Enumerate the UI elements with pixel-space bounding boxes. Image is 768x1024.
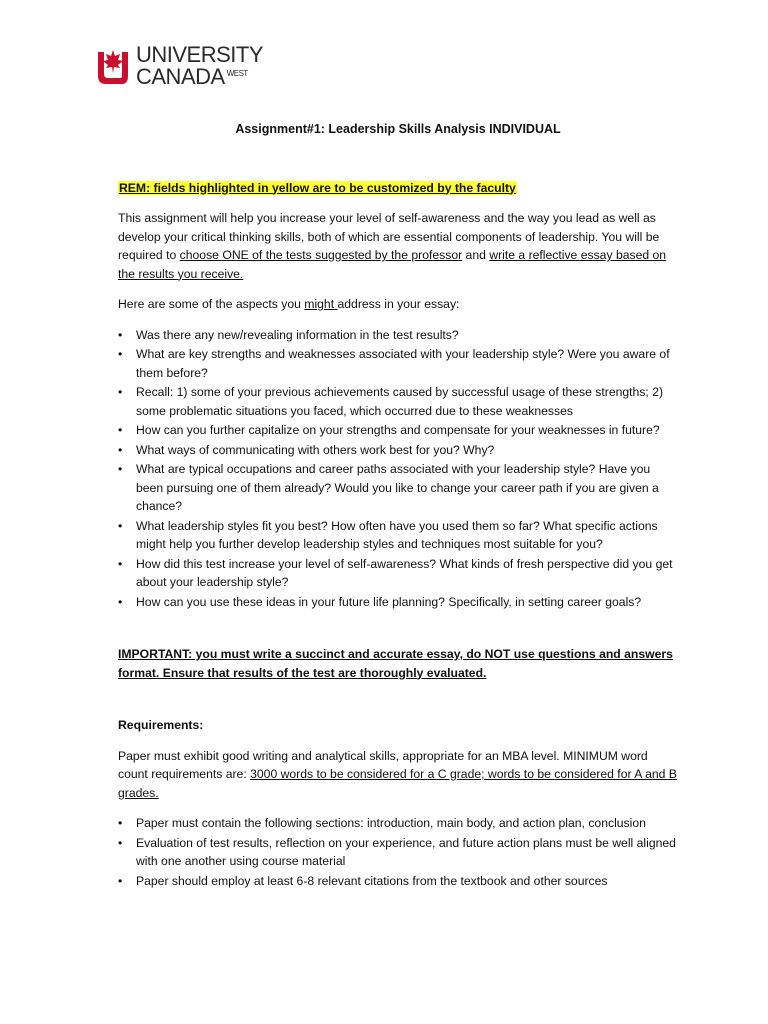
intro-underlined-1: choose ONE of the tests suggested by the professor bbox=[179, 248, 463, 262]
logo-wordmark bbox=[136, 44, 263, 88]
aspects-text-1: Here are some of the aspects you bbox=[118, 297, 305, 311]
spacer bbox=[118, 694, 678, 716]
rem-note: REM: fields highlighted in yellow are to be customized by the faculty bbox=[119, 180, 516, 195]
maple-leaf-icon bbox=[96, 46, 130, 86]
list-item: • Paper must contain the following sections: introduction, main body, and action plan, conclusion bbox=[136, 814, 678, 833]
list-item: • Paper should employ at least 6-8 relevant citations from the textbook and other sources bbox=[136, 872, 678, 891]
intro-underlined-2: write a reflective essay based on the results you receive. bbox=[118, 248, 667, 281]
logo-line2 bbox=[136, 64, 248, 89]
university-logo bbox=[96, 44, 263, 88]
questions-list bbox=[118, 326, 678, 612]
important-note: IMPORTANT: you must write a succinct and accurate essay, do NOT use questions and answers format. Ensure that results of the test are thoroughly evaluated. bbox=[118, 647, 673, 680]
list-item: • Evaluation of test results, reflection on your experience, and future action plans must be well aligned with one another using course material bbox=[136, 834, 678, 871]
intro-text-1: This assignment will help you increase your level of self-awareness and the way you lead as well as develop your critical thinking skills, both of which are essential components of leadership. You will be required to bbox=[118, 211, 660, 262]
requirements-paragraph bbox=[118, 747, 678, 803]
list-item: • What leadership styles fit you best? How often have you used them so far? What specific actions might help you further develop leadership styles and techniques most suitable for you? bbox=[136, 517, 678, 554]
list-item: • How can you use these ideas in your future life planning? Specifically, in setting career goals? bbox=[136, 593, 678, 612]
important-paragraph bbox=[118, 645, 678, 682]
list-item: • What are key strengths and weaknesses associated with your leadership style? Were you aware of them before? bbox=[136, 345, 678, 382]
spacer bbox=[118, 623, 678, 645]
document-body bbox=[118, 120, 678, 902]
logo-line2-text: CANADA bbox=[136, 64, 225, 89]
aspects-paragraph bbox=[118, 295, 678, 314]
requirements-text: Paper must exhibit good writing and analytical skills, appropriate for an MBA level. MINIMUM word count requirements are: bbox=[118, 748, 648, 781]
list-item: • Recall: 1) some of your previous achievements caused by successful usage of these strengths; 2) some problematic situations you faced, which occurred due to these weaknesses bbox=[136, 383, 678, 420]
requirements-list bbox=[118, 814, 678, 890]
list-item: • How did this test increase your level of self-awareness? What kinds of fresh perspective did you get about your leadership style? bbox=[136, 555, 678, 592]
page-title: Assignment#1: Leadership Skills Analysis INDIVIDUAL bbox=[235, 122, 561, 136]
requirements-underlined: 3000 words to be considered for a C grade; words to be considered for A and B grades. bbox=[118, 767, 677, 800]
intro-text-2: and bbox=[462, 248, 490, 262]
aspects-might: might bbox=[304, 297, 338, 311]
logo-line2-sup: WEST bbox=[226, 68, 248, 78]
intro-paragraph bbox=[118, 209, 678, 283]
list-item: • How can you further capitalize on your strengths and compensate for your weaknesses in future? bbox=[136, 421, 678, 440]
list-item: • Was there any new/revealing information in the test results? bbox=[136, 326, 678, 345]
list-item: • What are typical occupations and career paths associated with your leadership style? Have you been pursuing one of them already? Would you like to change your career path if you are given a chance? bbox=[136, 460, 678, 516]
list-item: • What ways of communicating with others work best for you? Why? bbox=[136, 441, 678, 460]
logo-line1: UNIVERSITY bbox=[136, 42, 264, 67]
rem-note-paragraph bbox=[118, 179, 678, 198]
requirements-heading: Requirements: bbox=[118, 718, 204, 732]
aspects-text-2: address in your essay: bbox=[337, 297, 460, 311]
